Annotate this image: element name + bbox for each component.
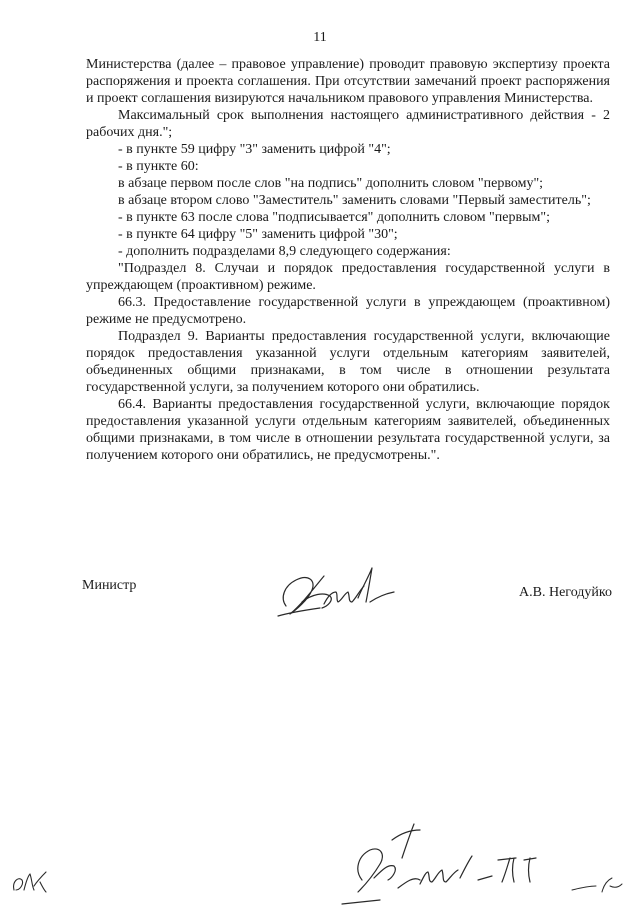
paragraph: 66.3. Предоставление государственной услуги в упреждающем (проактивном) режиме не предусмотрено. [86,295,610,327]
paragraph: в абзаце втором слово "Заместитель" заменить словами "Первый заместитель"; [118,193,591,208]
handwritten-signature [272,558,402,628]
paragraph: Подраздел 9. Варианты предоставления государственной услуги, включающие порядок предоставления указанной услуги отдельным категориям заявителей, объединенных общими признаками, в том числе в отношении результата государственной услуги, за получением которого они обратились. [86,329,610,395]
paragraph: - в пункте 63 после слова "подписывается" дополнить словом "первым"; [118,210,550,225]
signer-name: А.В. Негодуйко [519,585,612,600]
paragraph: - в пункте 60: [118,159,199,174]
paragraph: "Подраздел 8. Случаи и порядок предоставления государственной услуги в упреждающем (проактивном) режиме. [86,261,610,293]
paragraph: - в пункте 59 цифру "3" заменить цифрой "4"; [118,142,391,157]
handwritten-initials [10,866,50,896]
page-number: 11 [313,30,327,45]
signer-title: Министр [82,578,137,593]
handwritten-mark [570,870,630,900]
approval-marks [0,808,640,905]
paragraph: Максимальный срок выполнения настоящего административного действия - 2 рабочих дня."; [86,108,610,140]
paragraph: - в пункте 64 цифру "5" заменить цифрой "30"; [118,227,398,242]
signature-block [82,578,612,638]
body-text [86,56,610,464]
paragraph: - дополнить подразделами 8,9 следующего содержания: [118,244,451,259]
paragraph: Министерства (далее – правовое управление) проводит правовую экспертизу проекта распоряжения и проекта соглашения. При отсутствии замечаний проект распоряжения и проект соглашения визируются начальником правового управления Министерства. [86,57,610,106]
handwritten-visa [340,820,580,910]
paragraph: 66.4. Варианты предоставления государственной услуги, включающие порядок предоставления указанной услуги отдельным категориям заявителей, объединенных общими признаками, в том числе в отношении результата государственной услуги, за получением которого они обратились, не предусмотрены.". [86,397,610,463]
paragraph: в абзаце первом после слов "на подпись" дополнить словом "первому"; [118,176,544,191]
